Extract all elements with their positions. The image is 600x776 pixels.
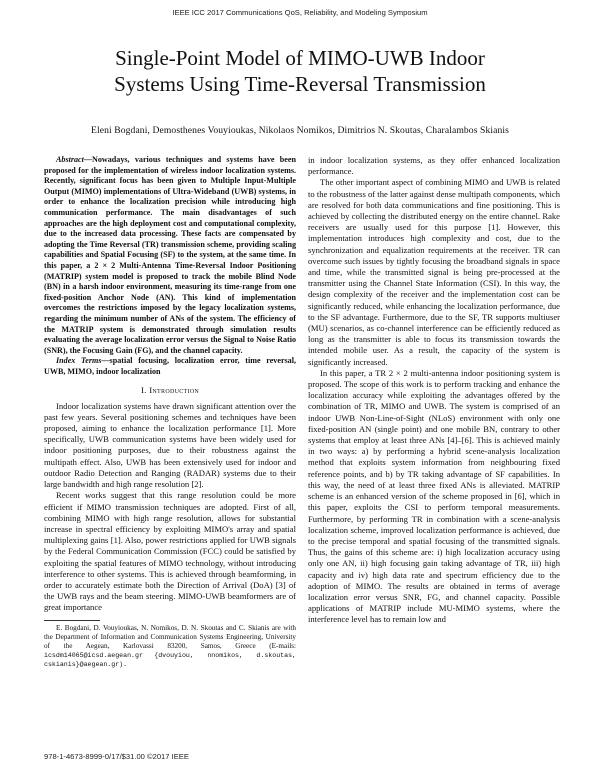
title-line-2: Systems Using Time-Reversal Transmission	[114, 72, 486, 96]
abstract-text: —Nowadays, various techniques and systems have been proposed for the implementation of wireless indoor localization systems. Recently, significant focus has been given to Multiple Input-Multiple Output (MIMO) implementations of Ultra-Wideband (UWB) systems, in order to enhance the localization precision while introducing high communication performance. The main disadvantages of such approaches are the high deployment cost and computational complexity, due to the increased data processing. These facts are compensated by adopting the Time Reversal (TR) transmission scheme, providing scaling capabilities and Spatial Focusing (SF) to the system, at the same time. In this paper, a 2 × 2 Multi-Antenna Time-Reversal Indoor Positioning (MATRIP) system model is proposed to track the mobile Blind Node (BN) in a harsh indoor environment, measuring its time-range from one fixed-position Anchor Node (AN). This kind of implementation overcomes the restrictions imposed by the legacy localization systems, regarding the minimum number of ANs of the system. The efficiency of the MATRIP system is demonstrated through simulation results evaluating the average localization error versus the Signal to Noise Ratio (SNR), the Focusing Gain (FG), and the channel capacity.	[44, 155, 296, 355]
section-number: I.	[140, 385, 147, 396]
conference-header: IEEE ICC 2017 Communications QoS, Reliability, and Modeling Symposium	[172, 8, 428, 17]
section-title: Introduction	[149, 385, 200, 396]
index-terms-text: —spatial focusing, localization error, time reversal, UWB, MIMO, indoor localization	[44, 356, 297, 376]
index-terms	[44, 356, 296, 377]
section-heading	[44, 385, 296, 396]
abstract	[44, 155, 296, 356]
index-terms-label: Index Terms	[56, 356, 102, 366]
abstract-label: Abstract	[56, 155, 84, 164]
title-line-1: Single-Point Model of MIMO-UWB Indoor	[115, 46, 485, 70]
copyright-footer: 978-1-4673-8999-0/17/$31.00 ©2017 IEEE	[44, 752, 189, 761]
intro-paragraph-continued: in indoor localization systems, as they offer enhanced localization performance.	[308, 155, 560, 177]
paper-title	[40, 45, 560, 97]
intro-paragraph-3: The other important aspect of combining MIMO and UWB is related to the robustness of the latter against dense multipath components, which are resolved for both data communications and fine positioning. This is achieved by collecting the distributed energy on the entire channel. Rake receivers are usually used for this purpose [1]. However, this implementation introduces high complexity and cost, due to the synchronization and equalization requirements at the receiver. TR can overcome such issues by tightly focusing the broadband signals in space and time, while the transmitted signal is being pre-processed at the transmitter using the Channel State Information (CSI). In this way, the design complexity of the receiver and the implementation cost can be significantly reduced, while enhancing the localization performance, due to the SF advantage. Furthermore, due to the SF, TR supports multiuser (MU) scenarios, as co-channel interference can be efficiently reduced as long as the transmitter is able to focus its transmission towards the intended mobile user. As a result, the capacity of the system is significantly increased.	[308, 177, 560, 367]
footnote-text: E. Bogdani, D. Vouyioukas, N. Nomikos, D. N. Skoutas and C. Skianis are with the Department of Information and Communication Systems Engineering, University of the Aegean, Karlovassi 83200, Samos, Greece (E-mails:	[44, 623, 296, 650]
footnote-email-1: icsdm14065@icsd.aegean.gr	[44, 651, 143, 659]
footnote-divider	[44, 620, 100, 621]
left-column	[44, 155, 296, 669]
intro-paragraph-2: Recent works suggest that this range resolution could be more efficient if MIMO transmission techniques are adopted. First of all, combining MIMO with high range resolution, allows for substantial increase in spectral efficiency by exploiting MIMO's array and spatial multiplexing gains [1]. Also, power restrictions applied for UWB signals by the Federal Communication Commission (FCC) could be satisfied by exploiting the spatial features of MIMO technology, without introducing interference to other systems. This is achieved through beamforming, in order to accurately estimate both the Direction of Arrival (DoA) [3] of the UWB rays and the beam steering. MIMO-UWB beamformers are of great importance	[44, 490, 296, 613]
footnote-email-2: {dvouyiou, nnomikos, d.skoutas, cskianis}@aegean.gr).	[44, 651, 296, 668]
author-list: Eleni Bogdani, Demosthenes Vouyioukas, Nikolaos Nomikos, Dimitrios N. Skoutas, Charalambos Skianis	[91, 125, 509, 136]
right-column	[308, 155, 560, 626]
intro-paragraph-1: Indoor localization systems have drawn significant attention over the past few years. Several positioning schemes and techniques have been proposed, aiming to enhance the localization performance [1]. More specifically, UWB communication systems have been widely used for indoor positioning purposes, due to their robustness against the multipath effect. Also, UWB has been extensively used for indoor and outdoor Radio Detection and Ranging (RADAR) systems due to their large bandwidth and high range resolution [2].	[44, 400, 296, 490]
intro-paragraph-4: In this paper, a TR 2 × 2 multi-antenna indoor positioning system is proposed. The scope of this work is to perform tracking and enhance the localization accuracy while exploiting the advantages offered by the combination of TR, MIMO and UWB. The system is comprised of an indoor UWB Non-Line-of-Sight (NLoS) environment with only one fixed-position AN (single point) and one mobile BN, contrary to other systems that employ at least three ANs [4]–[6]. This is achieved mainly in two ways: a) by performing a hybrid scene-analysis localization method that exploits system information from neighbouring fixed reference points, and b) by TR taking advantage of SF capabilities. In this way, the need of at least three fixed ANs is alleviated. MATRIP scheme is an enhanced version of the scheme proposed in [6], which in this paper, exploits the CSI to perform temporal measurements. Furthermore, by performing TR in combination with a scene-analysis localization scheme, improved localization performance is achieved, due to the precise temporal and spatial focusing of the transmitted signals. Thus, the gains of this scheme are: i) high localization accuracy using only one AN, ii) high focusing gain taking advantage of TR, iii) high capacity and iv) high data rate and spectrum efficiency due to the adoption of MIMO. The results are obtained in terms of average localization error versus SNR, FG, and channel capacity. Possible applications of MATRIP include MU-MIMO systems, where the interference level has to remain low and	[308, 367, 560, 625]
author-footnote	[44, 624, 296, 669]
